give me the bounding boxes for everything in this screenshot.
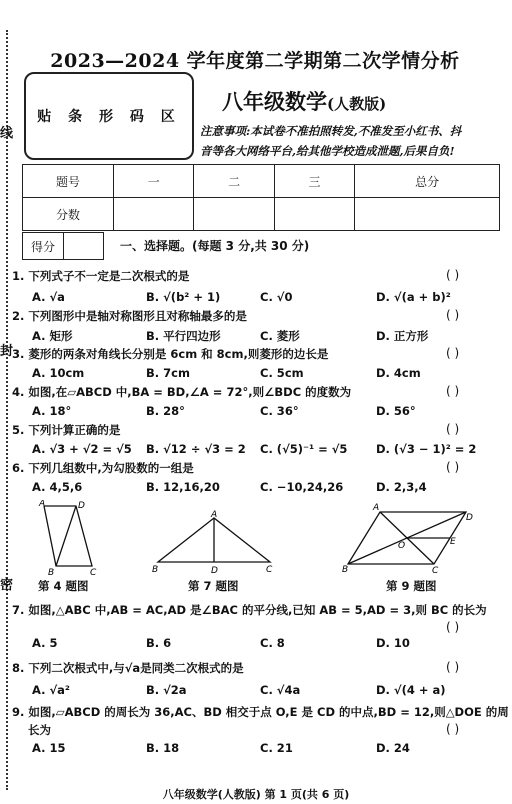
score-header-cell: 二 xyxy=(194,165,274,198)
score-header-cell: 总分 xyxy=(355,165,500,198)
figure-4-caption: 第 4 题图 xyxy=(38,579,89,593)
score-table xyxy=(22,164,500,231)
figure-4-parallelogram xyxy=(30,500,110,575)
score-header-cell: 题号 xyxy=(23,165,114,198)
question-8-option-c: C. √4a xyxy=(260,683,301,697)
question-7-option-c: C. 8 xyxy=(260,636,285,650)
question-2-option-c: C. 菱形 xyxy=(260,329,300,343)
score-cell[interactable] xyxy=(194,198,274,231)
question-3-option-c: C. 5cm xyxy=(260,366,304,380)
question-3-stem: 3. 菱形的两条对角线长分别是 6cm 和 8cm,则菱形的边长是 xyxy=(12,347,329,361)
question-4-option-a: A. 18° xyxy=(32,404,72,418)
notice-line-2: 音等各大网络平台,给其他学校造成泄题,后果自负! xyxy=(200,144,455,158)
figure-9-label: B xyxy=(342,565,349,575)
question-9-option-b: B. 18 xyxy=(146,741,180,755)
question-4-option-c: C. 36° xyxy=(260,404,299,418)
question-9-stem: 9. 如图,▱ABCD 的周长为 36,AC、BD 相交于点 O,E 是 CD 的中点,BD = 12,则△DOE 的周 xyxy=(12,705,509,719)
figure-4-label: D xyxy=(78,501,85,511)
answer-paren[interactable]: ( ) xyxy=(446,422,460,436)
question-7-option-a: A. 5 xyxy=(32,636,58,650)
question-1-stem: 1. 下列式子不一定是二次根式的是 xyxy=(12,269,190,283)
figure-9-label: C xyxy=(432,566,439,575)
margin-label-seal: 封 xyxy=(0,344,14,359)
answer-paren[interactable]: ( ) xyxy=(446,268,460,282)
question-5-stem: 5. 下列计算正确的是 xyxy=(12,423,121,437)
question-8-option-a: A. √a² xyxy=(32,683,70,697)
question-9-option-c: C. 21 xyxy=(260,741,293,755)
figure-7-caption: 第 7 题图 xyxy=(188,579,239,593)
margin-label-secret: 密 xyxy=(0,578,14,593)
question-1-option-d: D. √(a + b)² xyxy=(376,290,451,304)
question-4-stem: 4. 如图,在▱ABCD 中,BA = BD,∠A = 72°,则∠BDC 的度数为 xyxy=(12,385,352,399)
answer-paren[interactable]: ( ) xyxy=(446,346,460,360)
figure-7-label: A xyxy=(211,510,218,520)
score-cell[interactable] xyxy=(355,198,500,231)
score-row-label: 分数 xyxy=(23,198,114,231)
score-table-value-row xyxy=(23,198,500,231)
notice-line-1: 注意事项:本试卷不准拍照转发,不准发至小红书、抖 xyxy=(200,124,462,138)
figure-4-label: A xyxy=(39,500,46,509)
answer-paren[interactable]: ( ) xyxy=(446,384,460,398)
subject-title xyxy=(222,86,386,116)
notice-text xyxy=(200,121,500,161)
answer-paren[interactable]: ( ) xyxy=(446,308,460,322)
figure-7-label: C xyxy=(266,565,273,574)
question-4-option-d: D. 56° xyxy=(376,404,416,418)
figure-7-label: B xyxy=(152,565,159,574)
score-cell[interactable] xyxy=(114,198,194,231)
score-table-header-row xyxy=(23,165,500,198)
figure-9-parallelogram xyxy=(340,500,490,575)
answer-paren[interactable]: ( ) xyxy=(446,660,460,674)
section-score-blank[interactable] xyxy=(64,233,103,259)
answer-paren[interactable]: ( ) xyxy=(446,460,460,474)
question-5-option-c: C. (√5)⁻¹ = √5 xyxy=(260,442,348,456)
question-1-option-b: B. √(b² + 1) xyxy=(146,290,221,304)
figure-4-label: B xyxy=(48,568,55,575)
margin-label-line: 线 xyxy=(0,126,14,141)
question-7-stem: 7. 如图,△ABC 中,AB = AC,AD 是∠BAC 的平分线,已知 AB = 5,AD = 3,则 BC 的长为 xyxy=(12,603,487,617)
barcode-area xyxy=(24,72,194,160)
binding-dotted-line xyxy=(6,30,8,790)
subject-edition: (人教版) xyxy=(327,95,387,113)
question-6-option-c: C. −10,24,26 xyxy=(260,480,344,494)
question-9-option-a: A. 15 xyxy=(32,741,66,755)
question-2-option-d: D. 正方形 xyxy=(376,329,429,343)
exam-title: 2023—2024 学年度第二学期第二次学情分析 xyxy=(50,50,460,72)
score-cell[interactable] xyxy=(274,198,354,231)
question-8-option-b: B. √2a xyxy=(146,683,187,697)
question-6-stem: 6. 下列几组数中,为勾股数的一组是 xyxy=(12,461,194,475)
figure-9-label: D xyxy=(466,513,473,523)
figure-7-label: D xyxy=(211,566,218,574)
figure-9-label: O xyxy=(398,541,406,551)
figure-7-triangle xyxy=(148,510,278,574)
figure-9-label: A xyxy=(373,503,380,513)
score-header-cell: 三 xyxy=(274,165,354,198)
question-1-option-c: C. √0 xyxy=(260,290,293,304)
section-title: 一、选择题。(每题 3 分,共 30 分) xyxy=(120,239,310,253)
question-3-option-b: B. 7cm xyxy=(146,366,190,380)
question-8-stem: 8. 下列二次根式中,与√a是同类二次根式的是 xyxy=(12,661,244,675)
answer-paren[interactable]: ( ) xyxy=(446,722,460,736)
question-7-option-d: D. 10 xyxy=(376,636,410,650)
question-1-option-a: A. √a xyxy=(32,290,65,304)
question-2-option-b: B. 平行四边形 xyxy=(146,329,221,343)
section-score-box xyxy=(22,232,104,260)
question-3-option-a: A. 10cm xyxy=(32,366,85,380)
question-8-option-d: D. √(4 + a) xyxy=(376,683,446,697)
score-header-cell: 一 xyxy=(114,165,194,198)
barcode-label: 贴 条 形 码 区 xyxy=(37,109,181,125)
question-6-option-b: B. 12,16,20 xyxy=(146,480,220,494)
figure-9-caption: 第 9 题图 xyxy=(386,579,437,593)
question-5-option-a: A. √3 + √2 = √5 xyxy=(32,442,132,456)
question-4-option-b: B. 28° xyxy=(146,404,185,418)
subject-name: 八年级数学 xyxy=(222,89,327,114)
question-2-option-a: A. 矩形 xyxy=(32,329,73,343)
answer-paren[interactable]: ( ) xyxy=(446,620,460,634)
question-9-stem-continued: 长为 xyxy=(28,723,51,737)
question-5-option-b: B. √12 ÷ √3 = 2 xyxy=(146,442,246,456)
section-score-label: 得分 xyxy=(23,233,64,259)
question-2-stem: 2. 下列图形中是轴对称图形且对称轴最多的是 xyxy=(12,309,247,323)
question-7-option-b: B. 6 xyxy=(146,636,172,650)
question-3-option-d: D. 4cm xyxy=(376,366,421,380)
question-9-option-d: D. 24 xyxy=(376,741,410,755)
page-footer: 八年级数学(人教版) 第 1 页(共 6 页) xyxy=(162,788,350,801)
question-6-option-a: A. 4,5,6 xyxy=(32,480,83,494)
question-5-option-d: D. (√3 − 1)² = 2 xyxy=(376,442,477,456)
figure-4-label: C xyxy=(90,568,97,575)
question-6-option-d: D. 2,3,4 xyxy=(376,480,427,494)
figure-9-label: E xyxy=(450,537,456,547)
